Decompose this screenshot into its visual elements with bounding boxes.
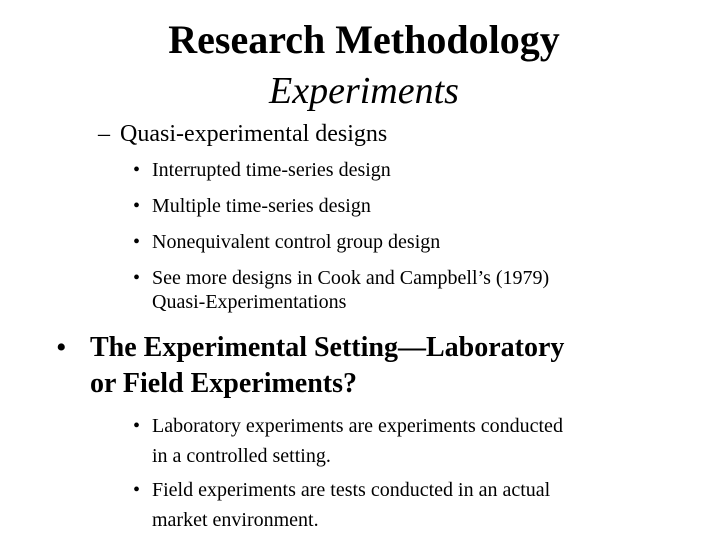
bullet-dot-icon: • (133, 195, 141, 217)
bullet-dot-icon: • (133, 415, 141, 437)
sub-bullet-item (133, 415, 563, 437)
dash-list-item-label: Quasi-experimental designs (120, 121, 388, 147)
bullet-dot-icon: • (133, 231, 141, 253)
sub-bullet-continuation: in a controlled setting. (152, 445, 331, 467)
sub-bullet-item (133, 231, 441, 253)
sub-bullet-text: See more designs in Cook and Campbell’s (1979) (152, 267, 550, 289)
dash-list-item (98, 122, 387, 146)
sub-bullet-text: Nonequivalent control group design (152, 231, 441, 253)
sub-bullet-text: Interrupted time-series design (152, 159, 391, 181)
main-bullet-continuation: or Field Experiments? (90, 368, 358, 399)
sub-bullet-text: Field experiments are tests conducted in an actual (152, 479, 551, 501)
sub-bullet-item (133, 267, 550, 289)
sub-bullet-continuation: market environment. (152, 509, 319, 531)
sub-bullet-item (133, 159, 391, 181)
slide-subtitle: Experiments (269, 70, 459, 112)
bullet-dot-icon: • (133, 479, 141, 501)
bullet-dot-icon: • (56, 331, 67, 364)
bullet-dot-icon: • (133, 159, 141, 181)
dash-marker: – (98, 121, 110, 147)
main-bullet-item (56, 331, 565, 364)
sub-bullet-text: Laboratory experiments are experiments conducted (152, 415, 563, 437)
sub-bullet-text: Multiple time-series design (152, 195, 371, 217)
slide-title: Research Methodology (168, 17, 560, 62)
bullet-dot-icon: • (133, 267, 141, 289)
sub-bullet-item (133, 479, 551, 501)
sub-bullet-continuation: Quasi-Experimentations (152, 291, 347, 313)
sub-bullet-item (133, 195, 371, 217)
main-bullet-heading: The Experimental Setting—Laboratory (90, 332, 565, 363)
